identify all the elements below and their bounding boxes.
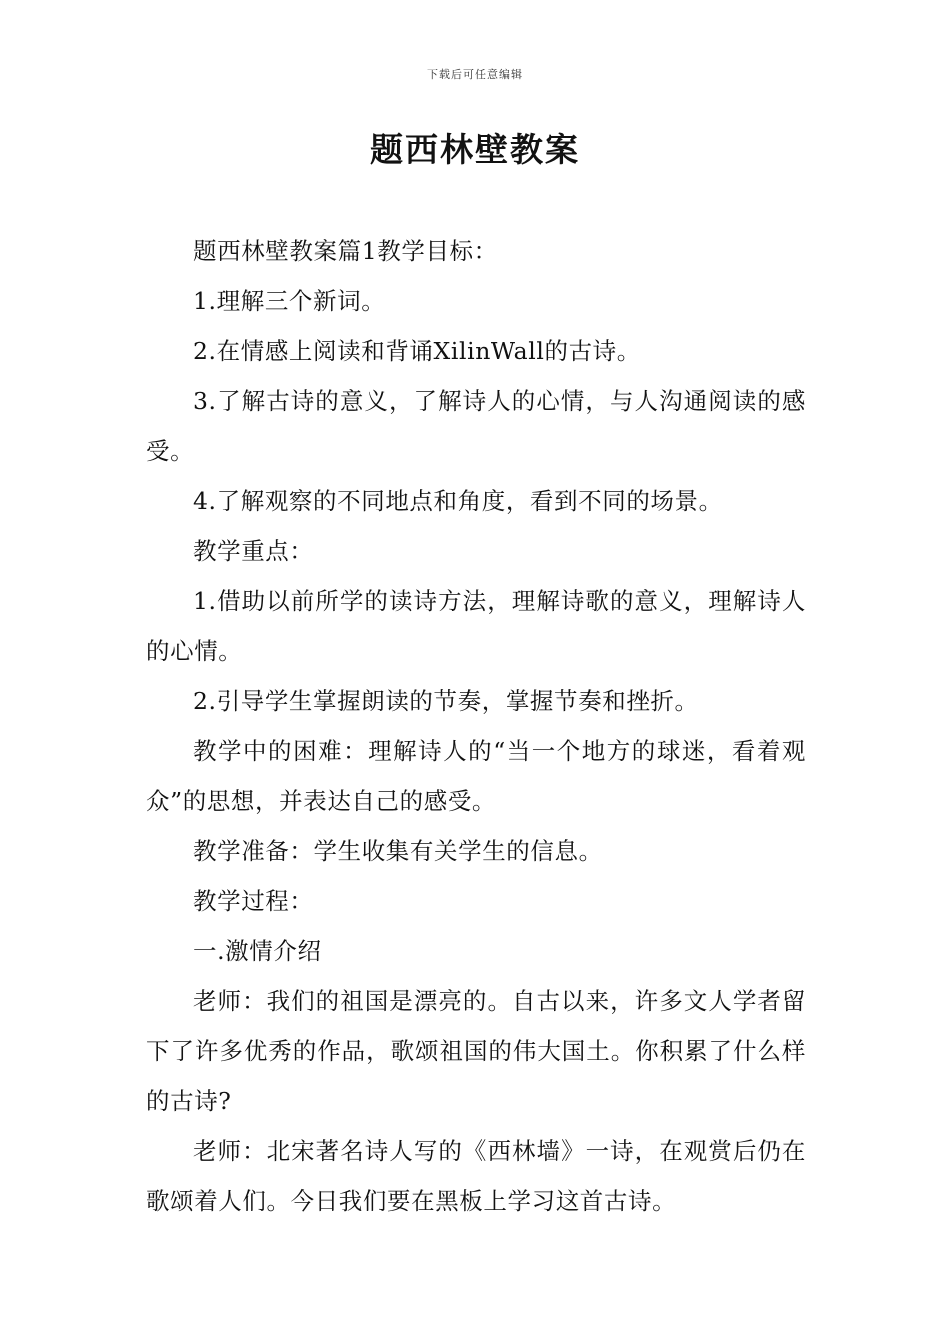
paragraph-section-1: 一.激情介绍	[193, 937, 322, 965]
document-body	[146, 226, 806, 1226]
header-note: 下载后可任意编辑	[427, 68, 523, 81]
paragraph-key-point-1: 1.借助以前所学的读诗方法，理解诗歌的意义，理解诗人的心情。	[146, 587, 806, 665]
paragraph-key-points-heading: 教学重点：	[193, 537, 314, 565]
paragraph-key-point-2: 2.引导学生掌握朗读的节奏，掌握节奏和挫折。	[193, 687, 699, 715]
paragraph-process-heading: 教学过程：	[193, 887, 314, 915]
paragraph-objectives-heading: 题西林壁教案篇1教学目标：	[193, 237, 498, 265]
document-title: 题西林壁教案	[370, 130, 580, 169]
paragraph-difficulties: 教学中的困难：理解诗人的“当一个地方的球迷，看着观众”的思想，并表达自己的感受。	[146, 737, 806, 815]
paragraph-teacher-2: 老师：北宋著名诗人写的《西林墙》一诗，在观赏后仍在歌颂着人们。今日我们要在黑板上学习这首古诗。	[146, 1137, 806, 1215]
paragraph-objective-4: 4.了解观察的不同地点和角度，看到不同的场景。	[193, 487, 723, 515]
paragraph-objective-3: 3.了解古诗的意义，了解诗人的心情，与人沟通阅读的感受。	[146, 387, 806, 465]
paragraph-teacher-1: 老师：我们的祖国是漂亮的。自古以来，许多文人学者留下了许多优秀的作品，歌颂祖国的伟大国土。你积累了什么样的古诗?	[146, 987, 806, 1115]
paragraph-objective-1: 1.理解三个新词。	[193, 287, 386, 315]
paragraph-preparation: 教学准备：学生收集有关学生的信息。	[193, 837, 603, 865]
paragraph-objective-2: 2.在情感上阅读和背诵XilinWall的古诗。	[193, 337, 641, 365]
